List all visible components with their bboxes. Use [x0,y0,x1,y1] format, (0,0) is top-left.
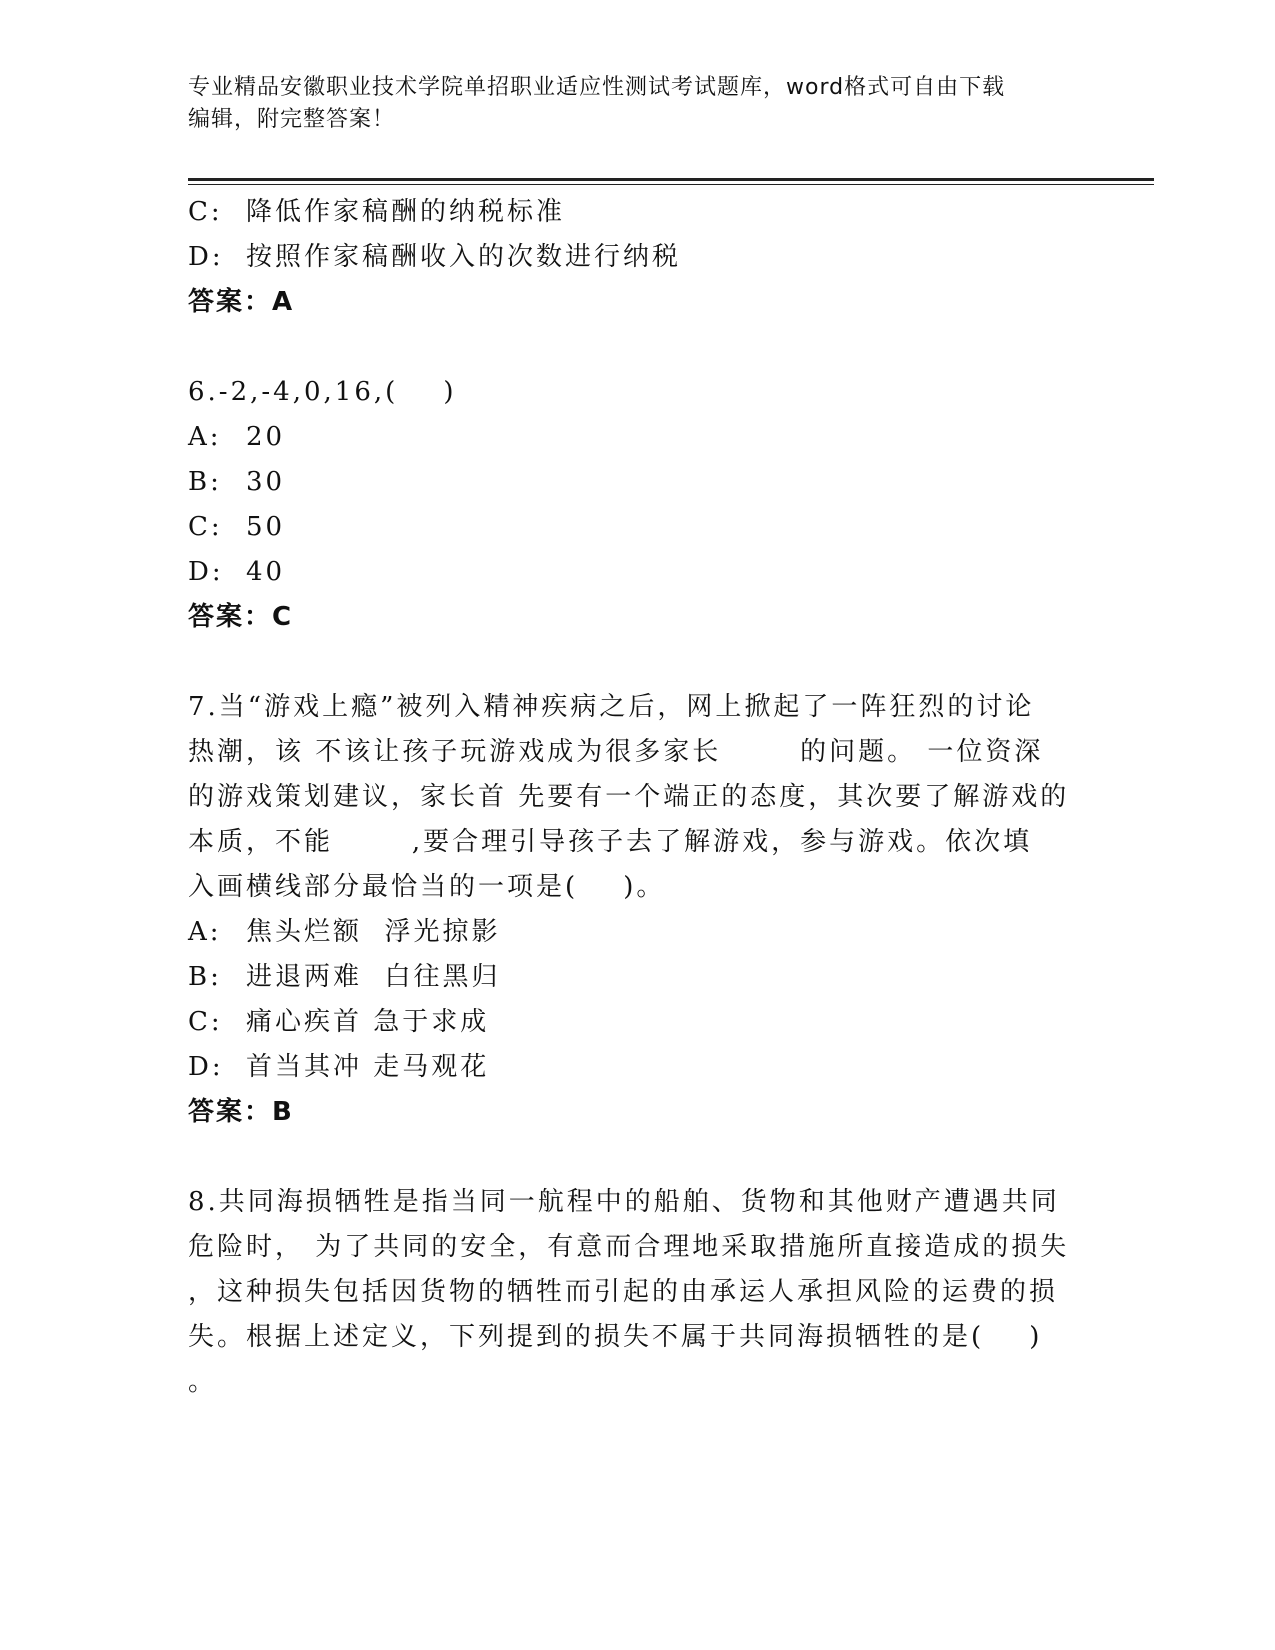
question-6 [188,370,1078,640]
question-content [188,190,1078,1405]
option-c [188,505,1078,550]
question-stem-line: 入画横线部分最恰当的一项是( )。 [188,872,666,902]
answer-line: 答案：A [188,287,295,317]
option-c [188,1000,1078,1045]
option-b [188,955,1078,1000]
option-text: 降低作家稿酬的纳税标准 [246,197,566,227]
option-d [188,550,1078,595]
option-text: 40 [246,557,286,587]
question-stem-line: 7.当“游戏上瘾”被列入精神疾病之后，网上掀起了一阵狂烈的讨论 [188,692,1035,722]
question-stem-line: 失。根据上述定义，下列提到的损失不属于共同海损牺牲的是( ) [188,1322,1043,1352]
option-a [188,910,1078,955]
option-text: 焦头烂额 浮光掠影 [246,917,501,947]
option-letter: B: [188,467,222,497]
option-text: 20 [246,422,286,452]
option-letter: D: [188,557,224,587]
spacer [188,1135,1078,1180]
answer-line: 答案：B [188,1097,294,1127]
header-divider-thin [188,184,1154,185]
spacer [188,640,1078,685]
option-b [188,460,1078,505]
option-letter: C: [188,1007,223,1037]
option-text: 首当其冲 走马观花 [246,1052,490,1082]
question-stem: 6.-2,-4,0,16,( ) [188,377,457,407]
question-7 [188,685,1078,1135]
header-line-2: 编辑，附完整答案！ [188,107,396,132]
option-d [188,1045,1078,1090]
question-stem-line: 热潮，该 不该让孩子玩游戏成为很多家长 的问题。 一位资深 [188,737,1044,767]
question-stem-line: ，这种损失包括因货物的牺牲而引起的由承运人承担风险的运费的损 [188,1277,1059,1307]
option-letter: D: [188,1052,224,1082]
question-8 [188,1180,1078,1405]
option-text: 进退两难 白往黑归 [246,962,501,992]
question-stem-line: 8.共同海损牺牲是指当同一航程中的船舶、货物和其他财产遭遇共同 [188,1187,1060,1217]
option-letter: A: [188,422,222,452]
header-divider-thick [188,178,1154,181]
question-stem-line: 。 [188,1367,218,1397]
header-line-1: 专业精品安徽职业技术学院单招职业适应性测试考试题库，word格式可自由下载 [188,75,1006,100]
option-text: 30 [246,467,286,497]
question-stem-line: 本质，不能 ,要合理引导孩子去了解游戏，参与游戏。依次填 [188,827,1033,857]
option-text: 50 [246,512,286,542]
answer-line: 答案：C [188,602,294,632]
option-letter: D: [188,242,224,272]
option-text: 按照作家稿酬收入的次数进行纳税 [246,242,682,272]
option-letter: B: [188,962,222,992]
option-text: 痛心疾首 急于求成 [246,1007,490,1037]
question-5-tail [188,190,1078,325]
spacer [188,325,1078,370]
question-stem-line: 危险时， 为了共同的安全，有意而合理地采取措施所直接造成的损失 [188,1232,1070,1262]
option-c [188,190,1078,235]
option-a [188,415,1078,460]
option-letter: A: [188,917,222,947]
option-d [188,235,1078,280]
option-letter: C: [188,512,223,542]
option-letter: C: [188,197,223,227]
question-stem-line: 的游戏策划建议，家长首 先要有一个端正的态度，其次要了解游戏的 [188,782,1070,812]
document-header [188,72,1068,136]
